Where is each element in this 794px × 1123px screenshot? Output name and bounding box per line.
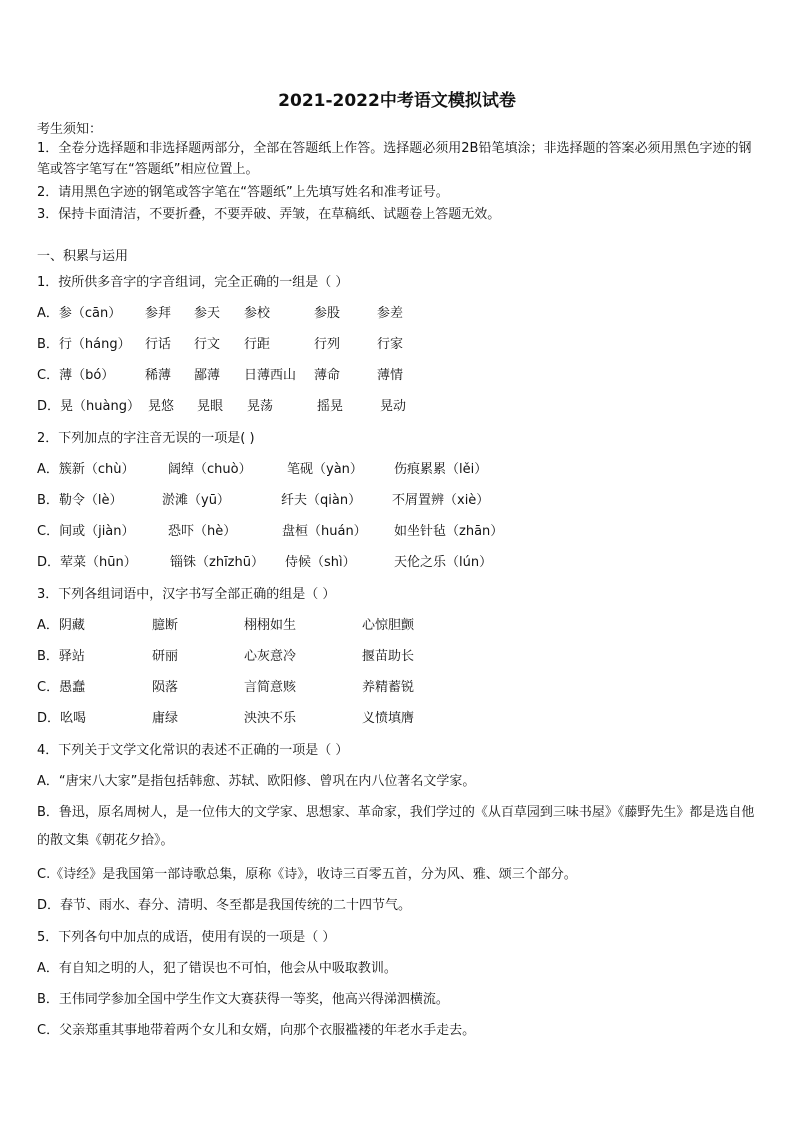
option-word: 笔砚（yàn） xyxy=(287,462,363,477)
question-5-stem: 5．下列各句中加点的成语，使用有误的一项是（ ） xyxy=(37,930,336,945)
question-1-stem: 1．按所供多音字的字音组词，完全正确的一组是（ ） xyxy=(37,275,349,290)
option-word: 行文 xyxy=(194,337,221,352)
option-word: 言简意赅 xyxy=(244,680,297,695)
question-4-option-b: B．鲁迅，原名周树人，是一位伟大的文学家、思想家、革命家，我们学过的《从百草园到三味书屋》《藤野先生》都是选自他的散文集《朝花夕拾》。 xyxy=(37,805,755,848)
option-word: 日薄西山 xyxy=(244,368,297,383)
option-word: 陨落 xyxy=(152,680,179,695)
option-word: 行距 xyxy=(244,337,271,352)
option-word: 心灰意冷 xyxy=(244,649,297,664)
option-word: 薄命 xyxy=(314,368,341,383)
option-word: 参天 xyxy=(194,306,221,321)
option-label: B．驿站 xyxy=(37,649,85,664)
question-3-stem: 3．下列各组词语中，汉字书写全部正确的组是（ ） xyxy=(37,587,336,602)
option-word: 如坐针毡（zhān） xyxy=(394,524,504,539)
option-word: 晃眼 xyxy=(197,399,224,414)
option-label: A．阴藏 xyxy=(37,618,85,633)
option-word: 揠苗助长 xyxy=(362,649,415,664)
option-label: A．参（cān） xyxy=(37,306,122,321)
option-word: 锱铢（zhīzhū） xyxy=(170,555,264,570)
option-word: 泱泱不乐 xyxy=(244,711,297,726)
question-4-stem: 4．下列关于文学文化常识的表述不正确的一项是（ ） xyxy=(37,743,349,758)
option-word: 晃悠 xyxy=(148,399,175,414)
question-4-option-a: A．“唐宋八大家”是指包括韩愈、苏轼、欧阳修、曾巩在内八位著名文学家。 xyxy=(37,774,476,789)
option-word: 薄情 xyxy=(377,368,404,383)
question-5-option-b: B．王伟同学参加全国中学生作文大赛获得一等奖，他高兴得涕泗横流。 xyxy=(37,992,449,1007)
option-word: 栩栩如生 xyxy=(244,618,297,633)
question-5-option-a: A．有自知之明的人，犯了错误也不可怕，他会从中吸取教训。 xyxy=(37,961,397,976)
option-word: 义愤填膺 xyxy=(362,711,415,726)
option-word: 养精蓄锐 xyxy=(362,680,415,695)
option-label: D．吆喝 xyxy=(37,711,87,726)
option-word: 参校 xyxy=(244,306,271,321)
option-word: 晃动 xyxy=(380,399,407,414)
option-word: 行话 xyxy=(145,337,172,352)
option-word: 晃荡 xyxy=(247,399,274,414)
option-word: 行家 xyxy=(377,337,404,352)
question-2-stem: 2．下列加点的字注音无误的一项是( ) xyxy=(37,431,255,446)
question-4-option-d: D．春节、雨水、春分、清明、冬至都是我国传统的二十四节气。 xyxy=(37,898,412,913)
option-word: 稀薄 xyxy=(145,368,172,383)
option-word: 恐吓（hè） xyxy=(168,524,237,539)
option-word: 摇晃 xyxy=(317,399,344,414)
option-word: 研丽 xyxy=(152,649,179,664)
option-word: 淤滩（yū） xyxy=(162,493,230,508)
option-word: 参差 xyxy=(377,306,404,321)
option-word: 参拜 xyxy=(145,306,172,321)
option-word: 心惊胆颤 xyxy=(362,618,415,633)
notice-item-2: 2．请用黑色字迹的钢笔或答字笔在“答题纸”上先填写姓名和准考证号。 xyxy=(37,185,449,200)
option-label: A．簇新（chù） xyxy=(37,462,135,477)
option-label: C．间或（jiàn） xyxy=(37,524,135,539)
option-label: C．愚蠢 xyxy=(37,680,86,695)
option-word: 天伦之乐（lún） xyxy=(394,555,493,570)
notice-item-3: 3．保持卡面清洁，不要折叠，不要弄破、弄皱，在草稿纸、试题卷上答题无效。 xyxy=(37,207,501,222)
question-4-option-c: C.《诗经》是我国第一部诗歌总集，原称《诗》，收诗三百零五首，分为风、雅、颂三个部分。 xyxy=(37,867,577,882)
option-label: D．荤菜（hūn） xyxy=(37,555,137,570)
option-word: 纤夫（qiàn） xyxy=(281,493,362,508)
question-5-option-c: C．父亲郑重其事地带着两个女儿和女婿，向那个衣服褴褛的年老水手走去。 xyxy=(37,1023,476,1038)
option-word: 参股 xyxy=(314,306,341,321)
option-word: 不屑置辨（xiè） xyxy=(392,493,490,508)
option-word: 鄙薄 xyxy=(194,368,221,383)
option-word: 臆断 xyxy=(152,618,179,633)
option-word: 阔绰（chuò） xyxy=(168,462,252,477)
option-label: C．薄（bó） xyxy=(37,368,115,383)
notice-item-1: 1．全卷分选择题和非选择题两部分，全部在答题纸上作答。选择题必须用2B铅笔填涂；非选择题的答案必须用黑色字迹的钢笔或答字笔写在“答题纸”相应位置上。 xyxy=(37,141,752,177)
option-word: 侍候（shì） xyxy=(285,555,356,570)
exam-title: 2021-2022中考语文模拟试卷 xyxy=(278,91,516,111)
notice-heading: 考生须知： xyxy=(37,122,103,137)
option-word: 行列 xyxy=(314,337,341,352)
option-word: 盘桓（huán） xyxy=(282,524,367,539)
option-label: B．勒令（lè） xyxy=(37,493,123,508)
option-word: 伤痕累累（lěi） xyxy=(394,462,488,477)
option-label: B．行（háng） xyxy=(37,337,131,352)
section-heading: 一、积累与运用 xyxy=(37,249,129,264)
option-word: 庸绿 xyxy=(152,711,179,726)
option-label: D．晃（huàng） xyxy=(37,399,140,414)
